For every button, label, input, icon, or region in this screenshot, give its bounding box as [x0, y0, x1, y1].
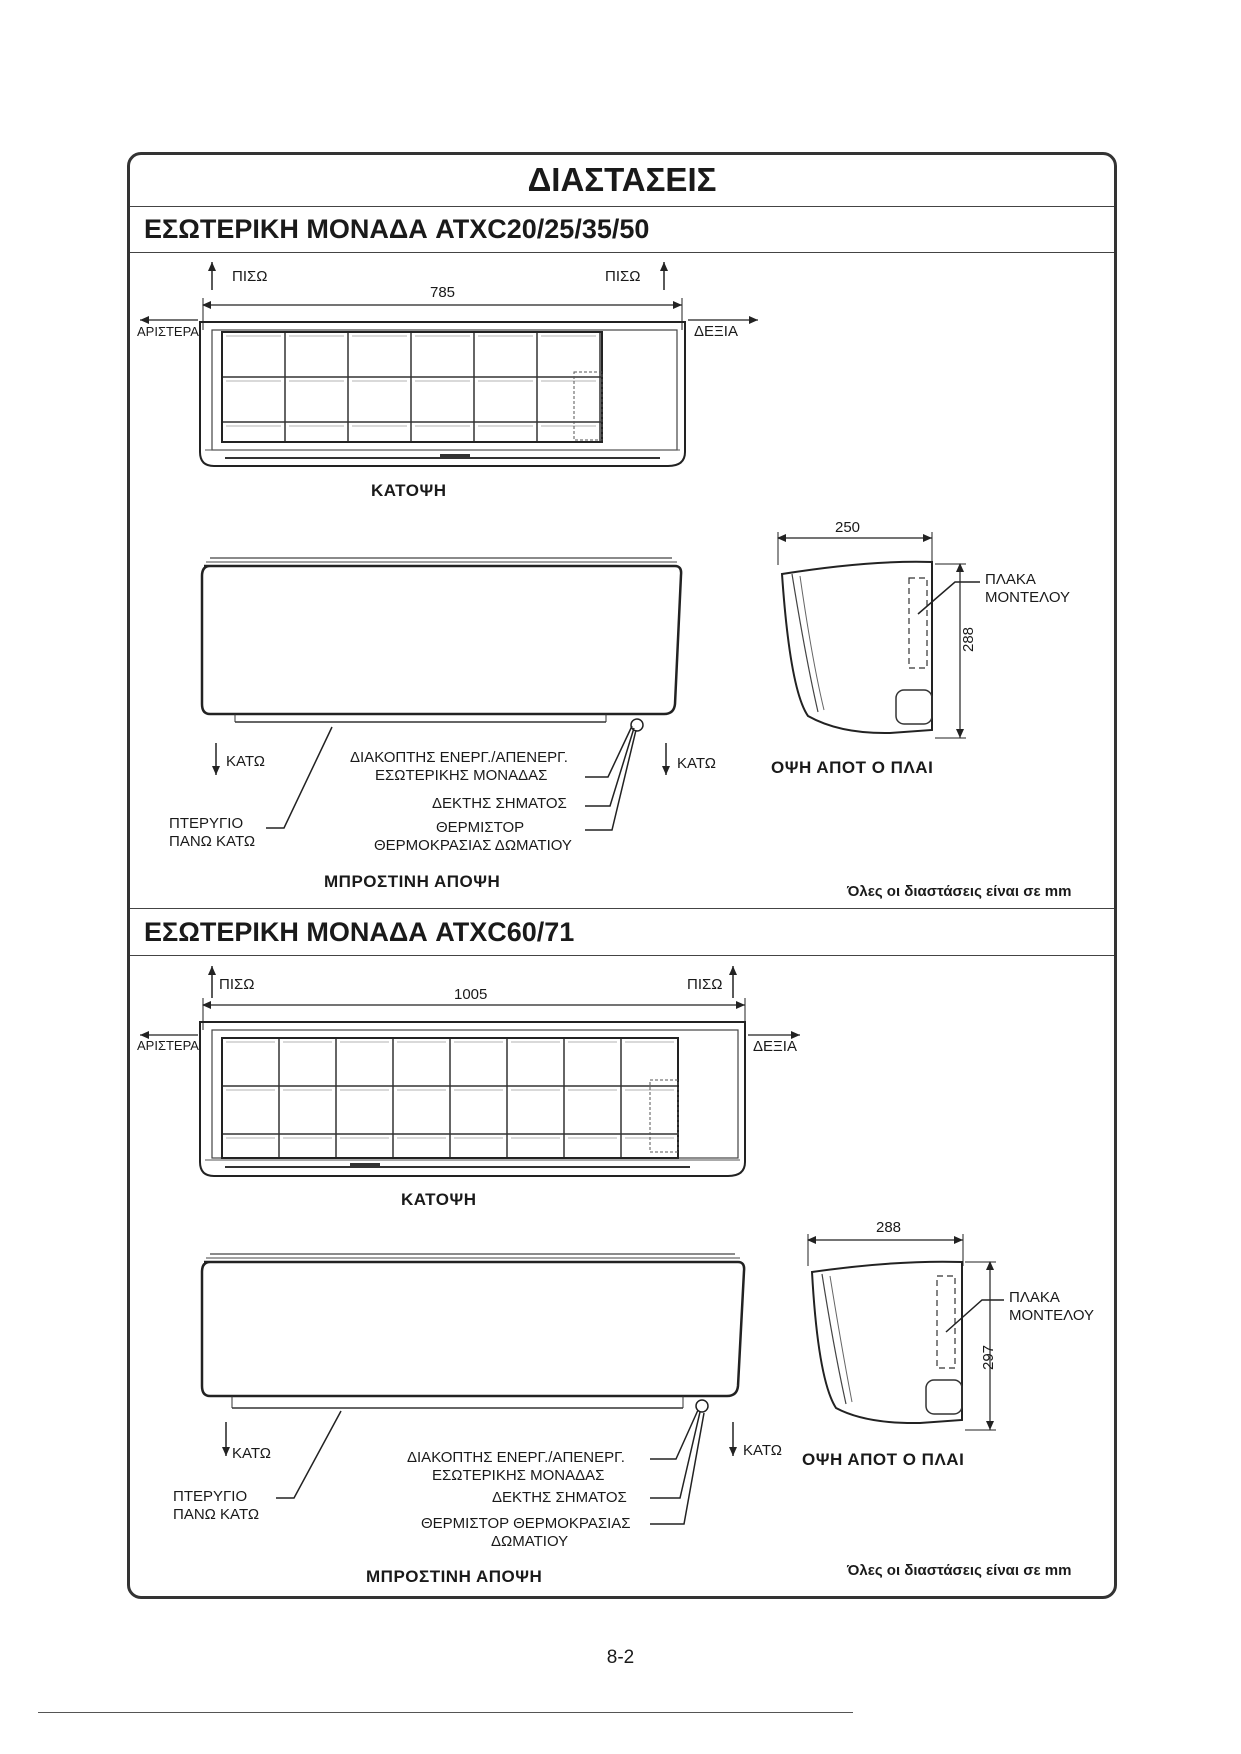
section2-heading: ΕΣΩΤΕΡΙΚΗ ΜΟΝΑΔΑ ATXC60/71 — [144, 917, 575, 947]
caption-top-view: ΚΑΤΟΨΗ — [371, 481, 447, 500]
label-right: ΔΕΞΙΑ — [694, 323, 738, 340]
caption-side-view: ΟΨΗ ΑΠΟΤ Ο ΠΛΑΙ — [771, 758, 934, 777]
label-thermistor-1: ΘΕΡΜΙΣΤΟΡ — [436, 819, 525, 836]
units-note: Όλες οι διαστάσεις είναι σε mm — [847, 883, 1072, 900]
divider — [130, 206, 1114, 207]
dimension-width: 1005 — [454, 986, 488, 1003]
label-nameplate-1: ΠΛΑΚΑ — [1009, 1289, 1060, 1306]
label-left: ΑΡΙΣΤΕΡΑ — [137, 324, 199, 339]
page-number: 8-2 — [606, 1647, 635, 1668]
dimension-depth: 288 — [876, 1219, 902, 1236]
label-flap-1: ΠΤΕΡΥΓΙΟ — [169, 815, 244, 832]
dimension-width: 785 — [430, 284, 456, 301]
label-back-left: ΠΙΣΩ — [232, 268, 268, 285]
label-down-right: ΚΑΤΩ — [677, 755, 717, 772]
label-back-right: ΠΙΣΩ — [687, 976, 723, 993]
divider — [130, 252, 1114, 253]
units-note: Όλες οι διαστάσεις είναι σε mm — [847, 1562, 1072, 1579]
caption-front-view: ΜΠΡΟΣΤΙΝΗ ΑΠΟΨΗ — [366, 1567, 543, 1586]
label-flap-2: ΠΑΝΩ ΚΑΤΩ — [169, 833, 256, 850]
label-nameplate-2: ΜΟΝΤΕΛΟΥ — [1009, 1307, 1095, 1324]
label-nameplate-1: ΠΛΑΚΑ — [985, 571, 1036, 588]
caption-front-view: ΜΠΡΟΣΤΙΝΗ ΑΠΟΨΗ — [324, 872, 501, 891]
label-switch-2: ΕΣΩΤΕΡΙΚΗΣ ΜΟΝΑΔΑΣ — [375, 767, 548, 784]
label-switch-1: ΔΙΑΚΟΠΤΗΣ ΕΝΕΡΓ./ΑΠΕΝΕΡΓ. — [350, 749, 568, 766]
label-flap-2: ΠΑΝΩ ΚΑΤΩ — [173, 1506, 260, 1523]
dimensions-frame — [127, 152, 1117, 1599]
label-down-left: ΚΑΤΩ — [232, 1445, 272, 1462]
caption-side-view: ΟΨΗ ΑΠΟΤ Ο ΠΛΑΙ — [802, 1450, 965, 1469]
label-flap-1: ΠΤΕΡΥΓΙΟ — [173, 1488, 248, 1505]
label-thermistor-2: ΘΕΡΜΟΚΡΑΣΙΑΣ ΔΩΜΑΤΙΟΥ — [374, 837, 572, 854]
dimension-depth: 250 — [835, 519, 861, 536]
label-receiver: ΔΕΚΤΗΣ ΣΗΜΑΤΟΣ — [492, 1489, 627, 1506]
label-switch-1: ΔΙΑΚΟΠΤΗΣ ΕΝΕΡΓ./ΑΠΕΝΕΡΓ. — [407, 1449, 625, 1466]
divider — [130, 908, 1114, 909]
caption-top-view: ΚΑΤΟΨΗ — [401, 1190, 477, 1209]
label-down-right: ΚΑΤΩ — [743, 1442, 783, 1459]
label-thermistor-1: ΘΕΡΜΙΣΤΟΡ ΘΕΡΜΟΚΡΑΣΙΑΣ — [421, 1515, 631, 1532]
label-down-left: ΚΑΤΩ — [226, 753, 266, 770]
label-thermistor-2: ΔΩΜΑΤΙΟΥ — [491, 1533, 569, 1550]
dimension-height: 297 — [980, 1344, 997, 1370]
label-back-right: ΠΙΣΩ — [605, 268, 641, 285]
footer-rule — [38, 1712, 853, 1713]
label-nameplate-2: ΜΟΝΤΕΛΟΥ — [985, 589, 1071, 606]
label-left: ΑΡΙΣΤΕΡΑ — [137, 1038, 199, 1053]
section1-heading: ΕΣΩΤΕΡΙΚΗ ΜΟΝΑΔΑ ATXC20/25/35/50 — [144, 214, 650, 244]
label-back-left: ΠΙΣΩ — [219, 976, 255, 993]
label-right: ΔΕΞΙΑ — [753, 1038, 797, 1055]
page-title: ΔΙΑΣΤΑΣΕΙΣ — [527, 161, 717, 198]
dimension-height: 288 — [960, 626, 977, 652]
label-switch-2: ΕΣΩΤΕΡΙΚΗΣ ΜΟΝΑΔΑΣ — [432, 1467, 605, 1484]
label-receiver: ΔΕΚΤΗΣ ΣΗΜΑΤΟΣ — [432, 795, 567, 812]
divider — [130, 955, 1114, 956]
